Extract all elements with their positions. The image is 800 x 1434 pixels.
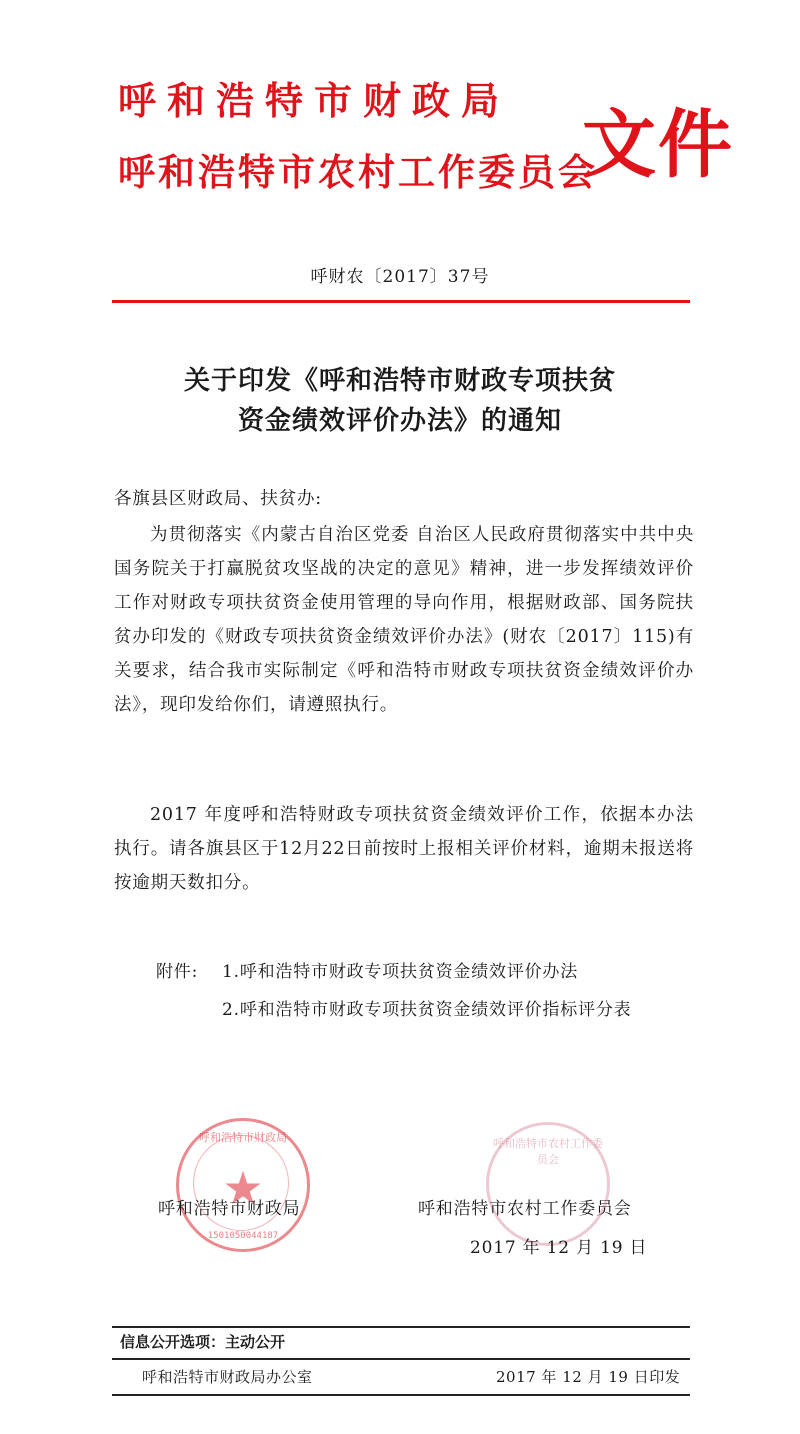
- document-number: 呼财农〔2017〕37号: [310, 267, 490, 287]
- seal-text: 呼和浩特市财政局: [199, 1131, 287, 1144]
- rural-committee-seal: [486, 1122, 610, 1246]
- finance-bureau-seal: [176, 1118, 310, 1252]
- body-paragraph-1: 为贯彻落实《内蒙古自治区党委 自治区人民政府贯彻落实中共中央国务院关于打赢脱贫攻坚战的决定的意见》精神，进一步发挥绩效评价工作对财政专项扶贫资金使用管理的导向作用，根据财政部、国务院扶贫办印发的《财政专项扶贫资金绩效评价办法》(财农〔2017〕115)有关要求，结合我市实际制定《呼和浩特市财政专项扶贫资金绩效评价办法》，现印发给你们，请遵照执行。: [114, 525, 694, 715]
- footer-rule-top: [112, 1326, 690, 1328]
- footer-rule-bottom: [112, 1394, 690, 1396]
- attachment-item-2: 2.呼和浩特市财政专项扶贫资金绩效评价指标评分表: [222, 1000, 632, 1020]
- title-line-2: 资金绩效评价办法》的通知: [237, 406, 562, 436]
- salutation: 各旗县区财政局、扶贫办:: [114, 489, 322, 509]
- issuer-rural-committee: 呼和浩特市农村工作委员会: [118, 150, 598, 194]
- seal-star-icon: ★: [222, 1161, 264, 1215]
- doc-type-label: 文件: [582, 102, 734, 188]
- print-date: 2017 年 12 月 19 日印发: [496, 1368, 681, 1386]
- signature-rural-committee: 呼和浩特市农村工作委员会: [418, 1199, 632, 1219]
- signature-date: 2017 年 12 月 19 日: [470, 1238, 648, 1258]
- signature-finance-bureau: 呼和浩特市财政局: [158, 1199, 301, 1219]
- body-paragraph-2: 2017 年度呼和浩特财政专项扶贫资金绩效评价工作，依据本办法执行。请各旗县区于12月22日前按时上报相关评价材料，逾期未报送将按逾期天数扣分。: [114, 805, 694, 893]
- title-line-1: 关于印发《呼和浩特市财政专项扶贫: [183, 366, 616, 396]
- seal-code: 1501050044187: [207, 1231, 279, 1241]
- issuing-office: 呼和浩特市财政局办公室: [142, 1368, 313, 1386]
- footer-rule-middle: [112, 1358, 690, 1360]
- issuer-finance-bureau: 呼和浩特市财政局: [118, 78, 511, 123]
- attachment-item-1: 1.呼和浩特市财政专项扶贫资金绩效评价办法: [222, 962, 579, 982]
- attachments-label: 附件:: [156, 962, 199, 982]
- seal-text: 呼和浩特市农村工作委员会: [493, 1137, 603, 1166]
- red-divider: [112, 300, 690, 303]
- disclosure-option: 信息公开选项：主动公开: [120, 1333, 286, 1351]
